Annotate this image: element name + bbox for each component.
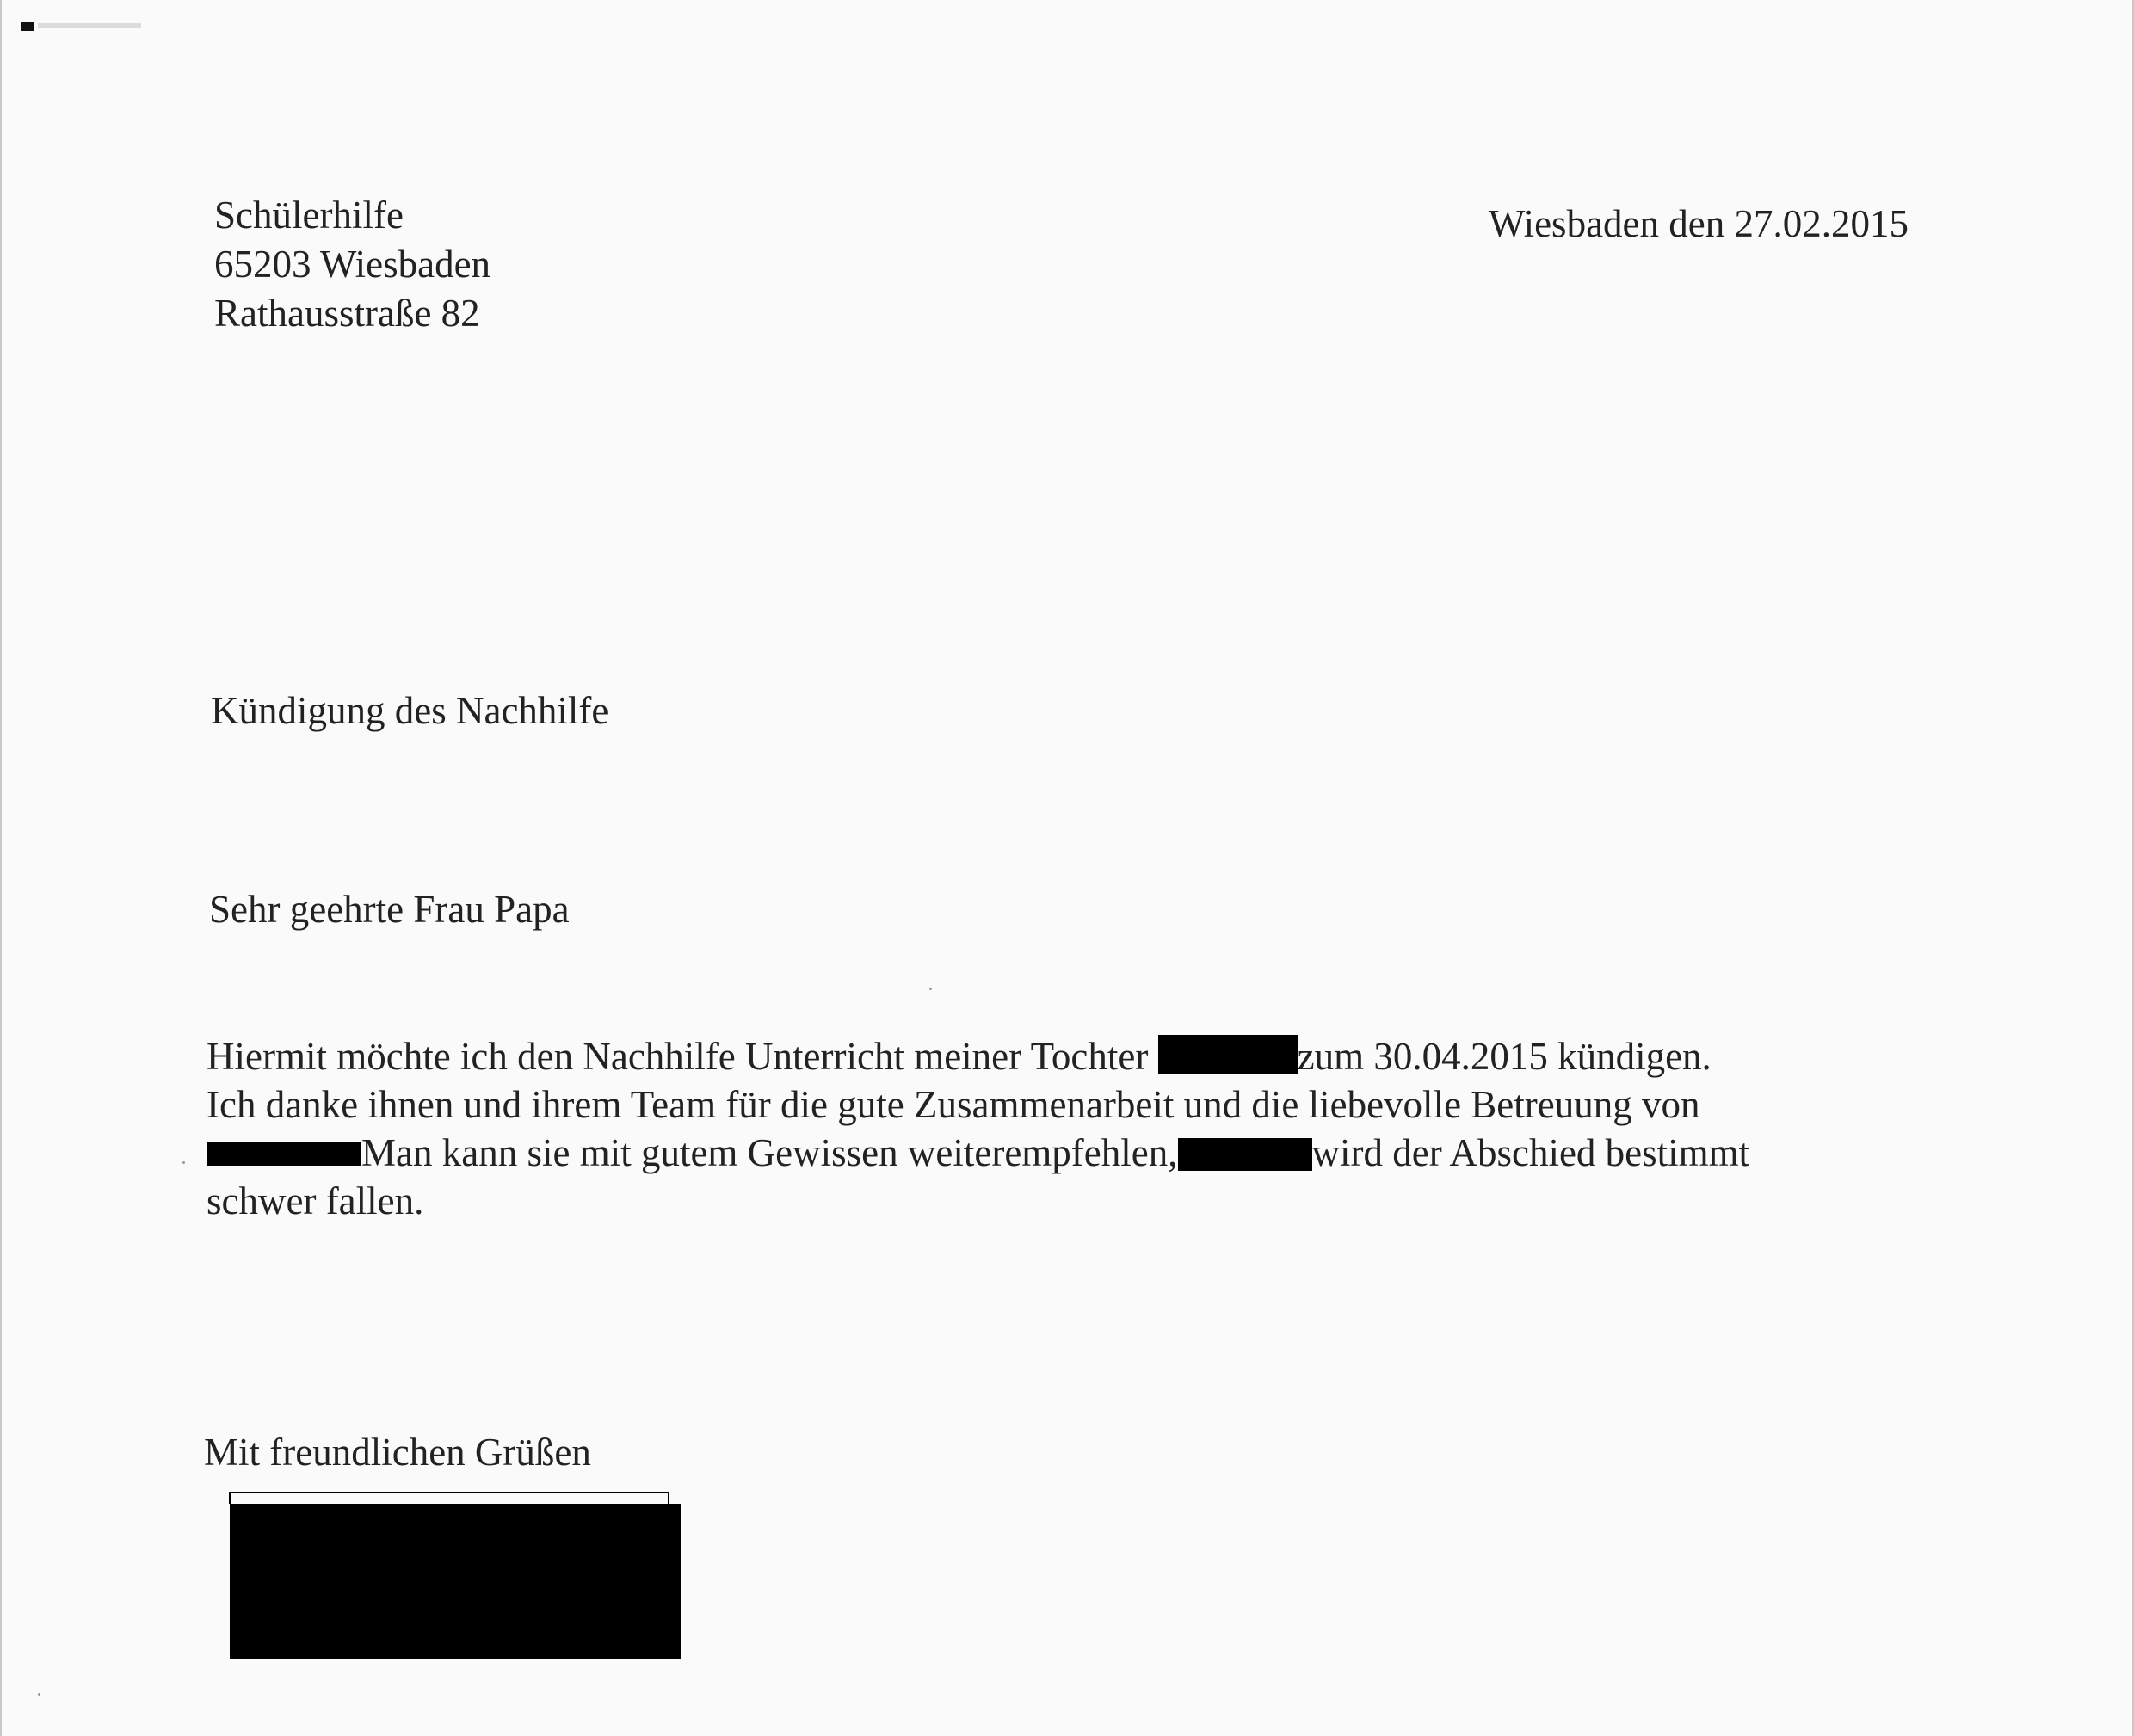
redaction-box <box>1178 1138 1312 1171</box>
signature-redaction <box>230 1504 681 1659</box>
signature-redaction-outline <box>229 1492 669 1504</box>
scan-speck <box>182 1161 185 1164</box>
body-line-2 <box>207 1080 1945 1129</box>
scan-speck <box>38 1693 40 1696</box>
body-line-4 <box>207 1177 1945 1225</box>
letter-closing: Mit freundlichen Grüßen <box>204 1431 591 1474</box>
body-text: zum 30.04.2015 kündigen. <box>1297 1035 1712 1078</box>
page-left-edge <box>0 0 2 1736</box>
letter-body <box>207 1032 1945 1225</box>
body-line-1 <box>207 1032 1945 1080</box>
sender-street: Rathausstraße 82 <box>214 292 480 335</box>
sender-city: 65203 Wiesbaden <box>214 243 491 286</box>
body-text: schwer fallen. <box>207 1179 424 1222</box>
body-line-3 <box>207 1129 1945 1177</box>
redaction-box <box>207 1142 361 1166</box>
letter-date: Wiesbaden den 27.02.2015 <box>1488 202 1909 245</box>
scan-smudge <box>38 23 141 28</box>
body-text: Ich danke ihnen und ihrem Team für die gute Zusammenarbeit und die liebevolle Betreuung von <box>207 1083 1700 1126</box>
body-text: wird der Abschied bestimmt <box>1311 1131 1750 1174</box>
sender-name: Schülerhilfe <box>214 194 404 237</box>
sender-address <box>214 191 490 338</box>
body-text: Man kann sie mit gutem Gewissen weiterempfehlen, <box>361 1131 1178 1174</box>
scan-speck <box>929 988 932 990</box>
scan-artifact <box>21 22 34 31</box>
letter-subject: Kündigung des Nachhilfe <box>211 689 609 732</box>
redaction-box <box>1158 1035 1298 1074</box>
body-text: Hiermit möchte ich den Nachhilfe Unterricht meiner Tochter <box>207 1035 1158 1078</box>
letter-salutation: Sehr geehrte Frau Papa <box>209 888 570 931</box>
